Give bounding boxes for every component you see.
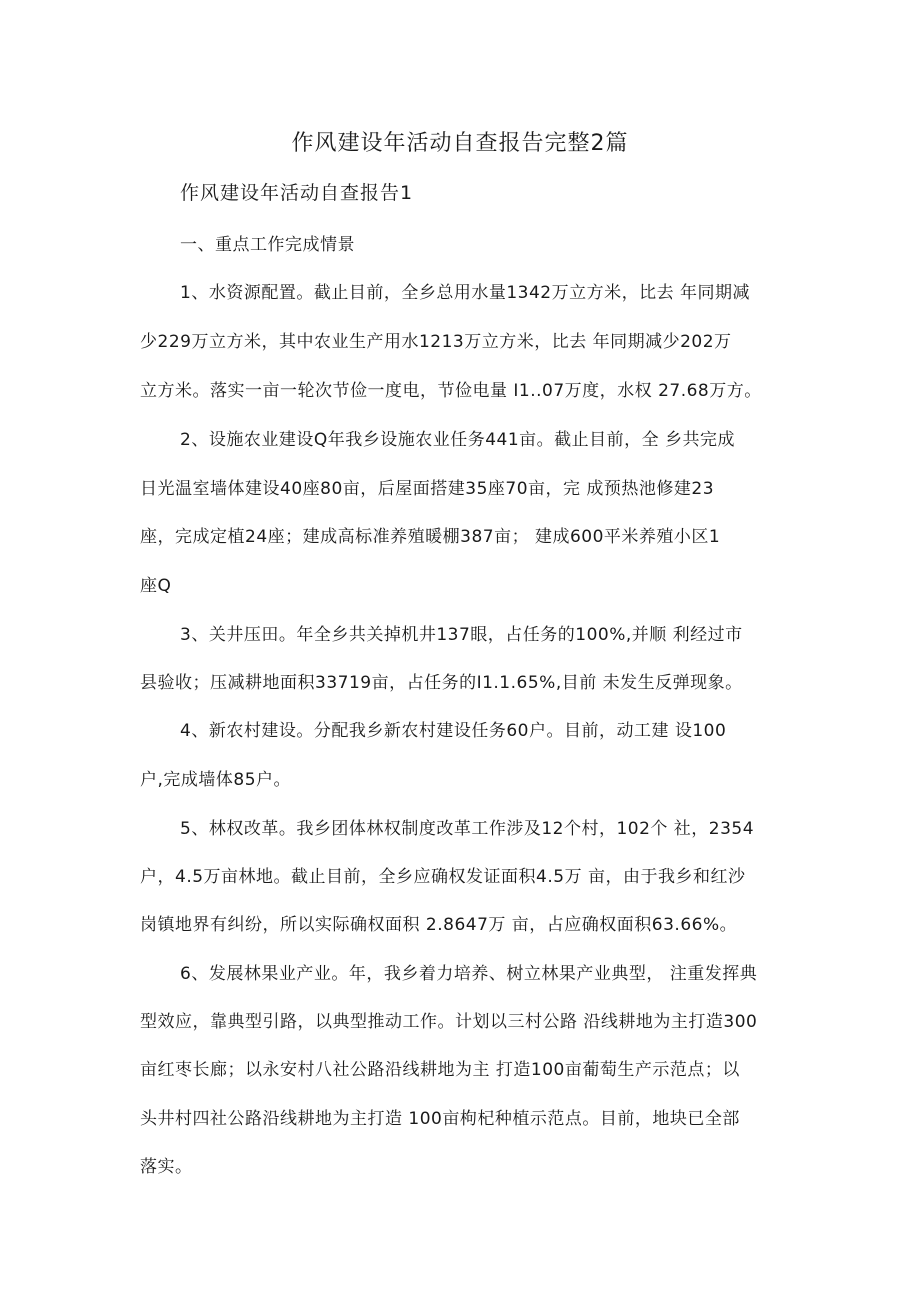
- section-heading: 一、重点工作完成情景: [180, 235, 355, 255]
- text-line: 亩红枣长廊；以永安村八社公路沿线耕地为主 打造100亩葡萄生产示范点；以: [140, 1060, 740, 1080]
- text-line: 4、新农村建设。分配我乡新农村建设任务60户。目前，动工建 设100: [180, 721, 727, 741]
- text-line: 日光温室墙体建设40座80亩，后屋面搭建35座70亩，完 成预热池修建23: [140, 479, 715, 499]
- text-line: 户,完成墙体85户。: [140, 770, 292, 790]
- text-line: 座Q: [140, 576, 172, 596]
- text-line: 座，完成定植24座；建成高标准养殖暖棚387亩； 建成600平米养殖小区1: [140, 527, 721, 547]
- text-line: 立方米。落实一亩一轮次节俭一度电，节俭电量 I1..07万度，水权 27.68万方。: [140, 381, 762, 401]
- text-line: 县验收；压减耕地面积33719亩，占任务的I1.1.65%,目前 未发生反弹现象。: [140, 673, 743, 693]
- text-line: 头井村四社公路沿线耕地为主打造 100亩枸杞种植示范点。目前，地块已全部: [140, 1109, 740, 1129]
- text-line: 落实。: [140, 1157, 193, 1177]
- text-line: 岗镇地界有纠纷，所以实际确权面积 2.8647万 亩，占应确权面积63.66%。: [140, 915, 738, 935]
- text-line: 2、设施农业建设Q年我乡设施农业任务441亩。截止目前，全 乡共完成: [180, 430, 736, 450]
- report-subtitle: 作风建设年活动自查报告1: [180, 182, 414, 204]
- text-line: 5、林权改革。我乡团体林权制度改革工作涉及12个村，102个 社，2354: [180, 819, 755, 839]
- text-line: 6、发展林果业产业。年，我乡着力培养、树立林果产业典型， 注重发挥典: [180, 964, 758, 984]
- text-line: 1、水资源配置。截止目前，全乡总用水量1342万立方米，比去 年同期减: [180, 283, 750, 303]
- text-line: 户，4.5万亩林地。截止目前，全乡应确权发证面积4.5万 亩，由于我乡和红沙: [140, 867, 746, 887]
- text-line: 型效应，靠典型引路，以典型推动工作。计划以三村公路 沿线耕地为主打造300: [140, 1012, 758, 1032]
- document-title: 作风建设年活动自查报告完整2篇: [291, 131, 629, 156]
- text-line: 3、关井压田。年全乡共关掉机井137眼，占任务的100%,并顺 利经过市: [180, 625, 743, 645]
- text-line: 少229万立方米，其中农业生产用水1213万立方米，比去 年同期减少202万: [140, 332, 732, 352]
